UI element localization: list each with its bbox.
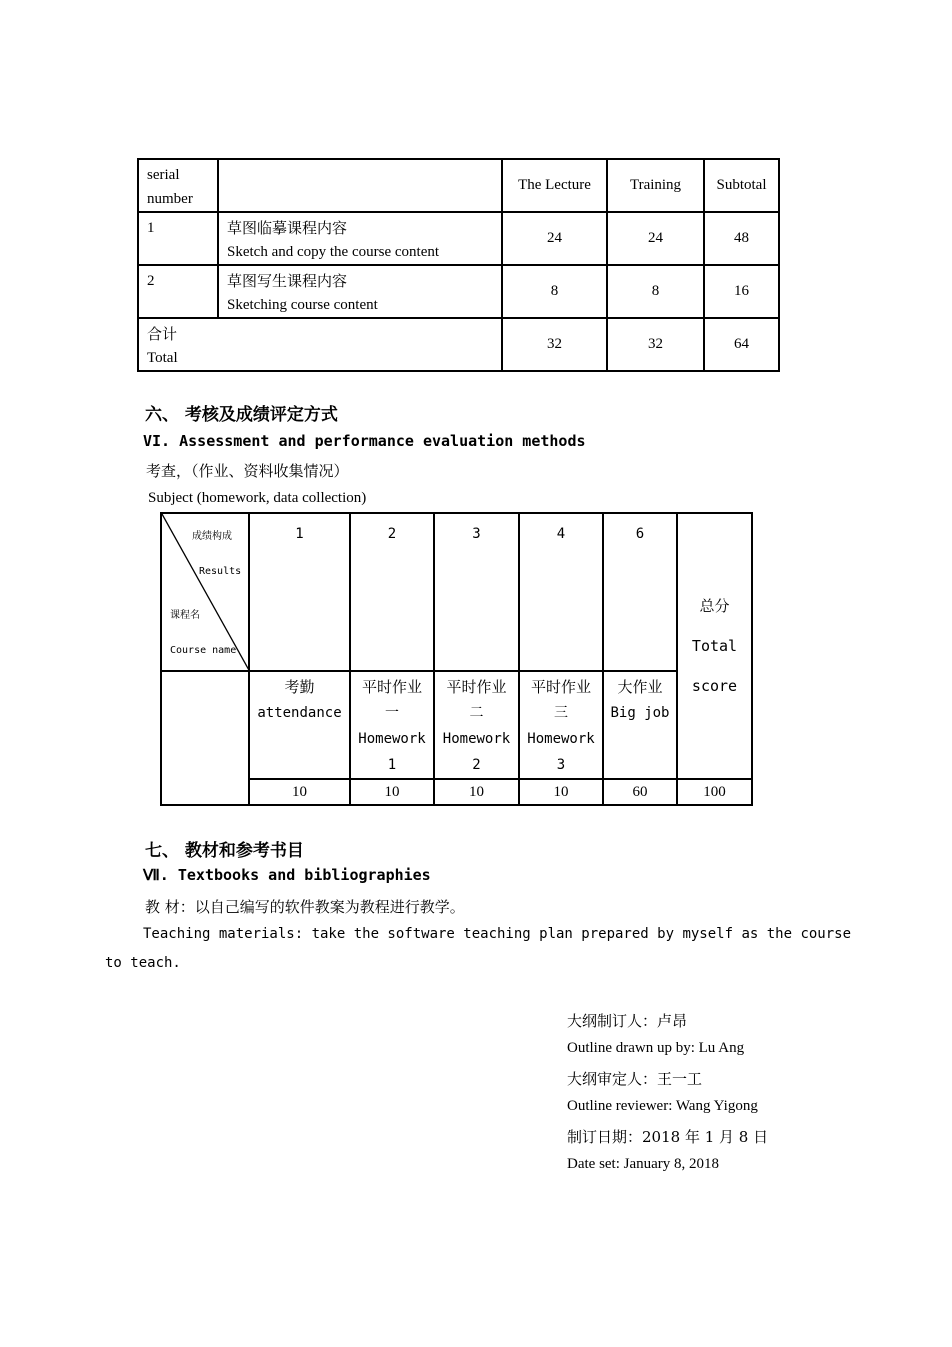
item-label-line: Big job [610, 705, 670, 721]
section7-heading-zh: 七、 教材和参考书目 [145, 841, 304, 861]
section6-text-en: Subject (homework, data collection) [148, 490, 367, 506]
score-cell: 10 [350, 779, 434, 805]
section6-heading-zh: 六、 考核及成绩评定方式 [145, 405, 338, 425]
serial-number-header: serial number [138, 159, 218, 212]
item-label-line: 三 [554, 705, 568, 721]
content-cell [218, 212, 502, 265]
score-cell: 10 [434, 779, 519, 805]
item-label-line: 二 [469, 705, 484, 721]
total-lecture-cell: 32 [502, 318, 607, 371]
serial-cell: 2 [138, 265, 218, 318]
item-label-line: Homework [527, 731, 595, 747]
date-set-en: Date set: January 8, 2018 [567, 1156, 720, 1172]
item-number-cell: 4 [519, 513, 603, 671]
item-label-line: Homework [442, 731, 511, 747]
item-label-line: 3 [556, 757, 566, 773]
section7-text-zh: 教 材：以自己编写的软件教案为教程进行教学。 [145, 898, 465, 916]
subtotal-header: Subtotal [704, 159, 779, 212]
subtotal-cell: 16 [704, 265, 779, 318]
score-table [160, 512, 753, 806]
total-label-cell [138, 318, 502, 371]
section6-text-zh: 考查，（作业、资料收集情况） [146, 462, 349, 480]
serial-cell: 1 [138, 212, 218, 265]
training-cell: 24 [607, 212, 704, 265]
total-training-cell: 32 [607, 318, 704, 371]
score-cell: 10 [519, 779, 603, 805]
item-label-line: 平时作业 [446, 678, 507, 696]
score-cell: 60 [603, 779, 677, 805]
diagonal-header-cell [161, 513, 249, 671]
total-label-en: Total [147, 350, 178, 366]
content-zh: 草图临摹课程内容 [227, 219, 348, 237]
course-name-label-zh: 课程名 [170, 610, 200, 621]
item-number-cell: 2 [350, 513, 434, 671]
section6-heading-en: VI. Assessment and performance evaluation methods [143, 432, 586, 450]
total-score-zh: 总分 [699, 597, 730, 615]
total-subtotal-cell: 64 [704, 318, 779, 371]
course-name-cell [161, 671, 249, 805]
section7-heading-en: Ⅶ. Textbooks and bibliographies [143, 866, 431, 884]
date-set-zh: 制订日期：2018 年 1 月 8 日 [567, 1128, 769, 1146]
item-number-cell: 3 [434, 513, 519, 671]
item-label-line: attendance [257, 705, 342, 721]
item-label-line: 平时作业 [361, 678, 422, 696]
item-label-line: 1 [387, 757, 397, 773]
content-zh: 草图写生课程内容 [227, 272, 348, 290]
total-row [138, 318, 779, 371]
course-name-label-en: Course name [170, 645, 237, 656]
item-label-line: Homework [358, 731, 426, 747]
content-cell [218, 265, 502, 318]
lecture-cell: 8 [502, 265, 607, 318]
score-item-row [161, 671, 752, 779]
lecture-header: The Lecture [502, 159, 607, 212]
total-score-cell: 100 [677, 779, 752, 805]
item-label-line: 大作业 [617, 678, 663, 696]
content-header [218, 159, 502, 212]
item-label-cell [350, 671, 434, 779]
outline-drafter-en: Outline drawn up by: Lu Ang [567, 1040, 745, 1056]
hours-table [137, 158, 780, 372]
section7-text-en-line1: Teaching materials: take the software teaching plan prepared by myself as the course [143, 926, 852, 942]
score-header-row [161, 513, 752, 671]
results-label-zh: 成绩构成 [192, 531, 232, 542]
item-label-cell [434, 671, 519, 779]
table-row [138, 265, 779, 318]
outline-reviewer-zh: 大纲审定人：王一工 [567, 1070, 703, 1088]
training-header: Training [607, 159, 704, 212]
outline-reviewer-en: Outline reviewer: Wang Yigong [567, 1098, 758, 1114]
item-label-cell [249, 671, 350, 779]
item-label-line: 2 [472, 757, 481, 773]
score-values-row [161, 779, 752, 805]
training-cell: 8 [607, 265, 704, 318]
total-score-en2: score [691, 677, 738, 695]
content-en: Sketching course content [227, 297, 378, 313]
item-label-cell [603, 671, 677, 779]
item-label-line: 平时作业 [530, 678, 591, 696]
item-label-line: 考勤 [284, 678, 315, 696]
table-row [138, 212, 779, 265]
item-number-cell: 1 [249, 513, 350, 671]
item-number-cell: 6 [603, 513, 677, 671]
score-cell: 10 [249, 779, 350, 805]
total-score-header [677, 513, 752, 779]
total-score-en1: Total [691, 637, 738, 655]
results-label-en: Results [199, 566, 242, 577]
total-label-zh: 合计 [147, 325, 178, 343]
subtotal-cell: 48 [704, 212, 779, 265]
section7-text-en-line2: to teach. [105, 955, 181, 971]
item-label-line: 一 [385, 705, 399, 721]
lecture-cell: 24 [502, 212, 607, 265]
content-en: Sketch and copy the course content [227, 244, 440, 260]
table-header-row [138, 159, 779, 212]
item-label-cell [519, 671, 603, 779]
outline-drafter-zh: 大纲制订人：卢昂 [567, 1012, 688, 1030]
